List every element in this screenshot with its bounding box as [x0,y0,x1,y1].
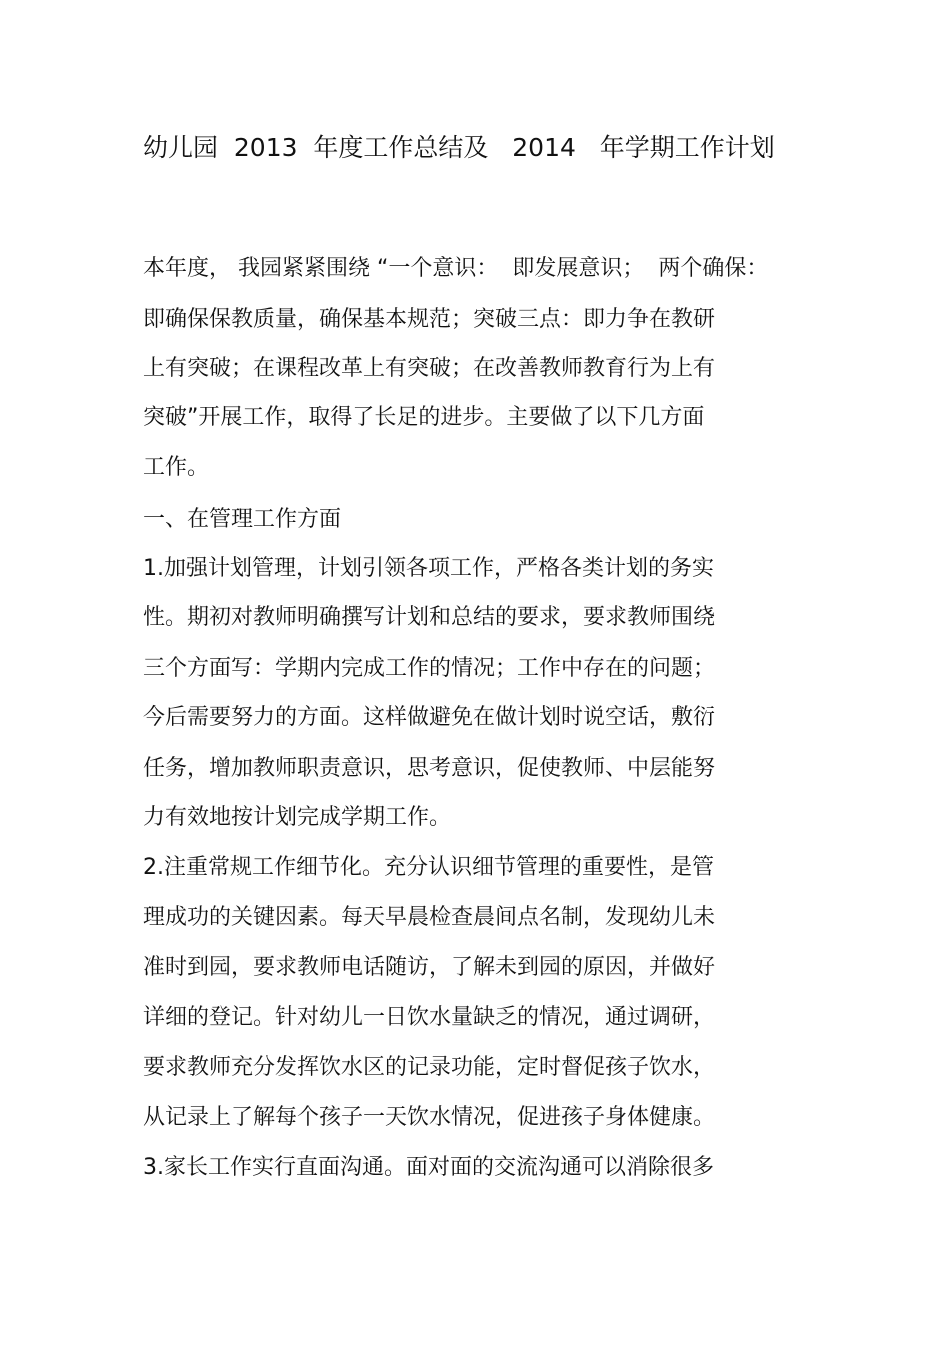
body-line: 工作。 [143,455,210,480]
body-line: 突破”开展工作，取得了长足的进步。主要做了以下几方面 [143,405,705,430]
body-line: 详细的登记。针对幼儿一日饮水量缺乏的情况，通过调研， [143,1005,716,1030]
body-line: 1.加强计划管理，计划引领各项工作，严格各类计划的务实 [143,556,714,581]
body-line: 本年度， 我园紧紧围绕 “一个意识： 即发展意识； 两个确保： [143,256,769,281]
body-line: 性。期初对教师明确撰写计划和总结的要求，要求教师围绕 [143,605,716,630]
section-heading: 一、在管理工作方面 [143,507,342,532]
body-line: 准时到园，要求教师电话随访，了解未到园的原因，并做好 [143,955,716,980]
body-line: 三个方面写：学期内完成工作的情况；工作中存在的问题； [143,656,716,681]
document-title: 幼儿园 2013 年度工作总结及 2014 年学期工作计划 [143,133,775,162]
body-line: 要求教师充分发挥饮水区的记录功能，定时督促孩子饮水， [143,1055,716,1080]
body-line: 力有效地按计划完成学期工作。 [143,805,452,830]
body-line: 从记录上了解每个孩子一天饮水情况，促进孩子身体健康。 [143,1105,716,1130]
body-line: 上有突破；在课程改革上有突破；在改善教师教育行为上有 [143,356,716,381]
body-line: 即确保保教质量，确保基本规范；突破三点：即力争在教研 [143,307,716,332]
body-line: 任务，增加教师职责意识，思考意识，促使教师、中层能努 [143,756,716,781]
body-line: 2.注重常规工作细节化。充分认识细节管理的重要性，是管 [143,855,714,880]
body-line: 今后需要努力的方面。这样做避免在做计划时说空话，敷衍 [143,705,716,730]
body-line: 理成功的关键因素。每天早晨检查晨间点名制，发现幼儿未 [143,905,716,930]
body-line: 3.家长工作实行直面沟通。面对面的交流沟通可以消除很多 [143,1155,714,1180]
